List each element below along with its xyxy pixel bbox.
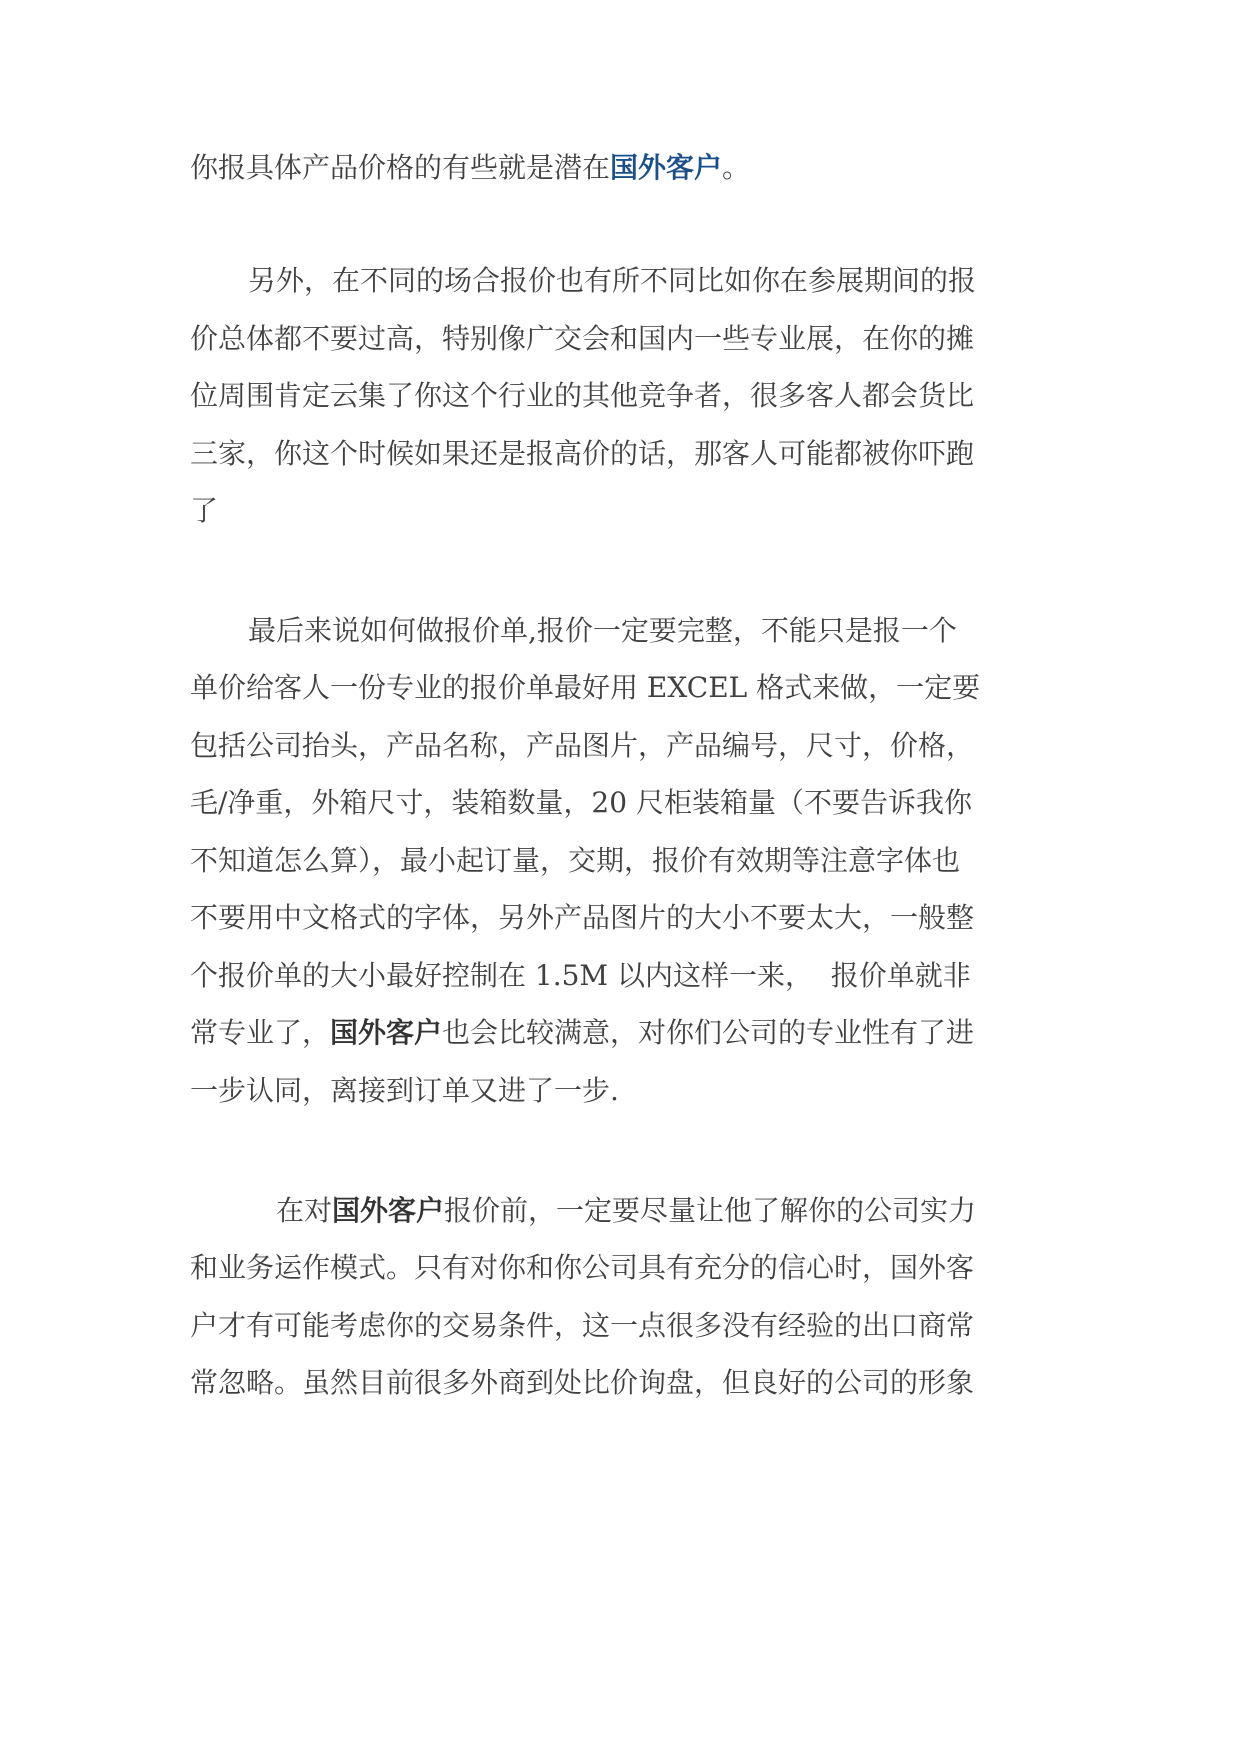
text-run: 另外，在不同的场合报价也有所不同比如你在参展期间的报 [248,264,977,297]
foreign-customer-link[interactable]: 国外客户 [610,151,723,184]
text-line [190,836,1060,886]
foreign-customer-bold: 国外客户 [332,1194,445,1227]
text-line [190,1066,1060,1116]
text-line [190,1358,1060,1408]
text-run: 最后来说如何做报价单,报价一定要完整，不能只是报一个 [248,614,957,647]
text-line [190,486,1060,536]
text-run: 毛/净重，外箱尺寸，装箱数量，20 尺柜装箱量（不要告诉我你 [190,786,972,819]
text-run: 户才有可能考虑你的交易条件，这一点很多没有经验的出口商常 [190,1309,975,1342]
text-line [248,256,1118,306]
text-run: 包括公司抬头，产品名称，产品图片，产品编号，尺寸，价格， [190,729,975,762]
text-run: 和业务运作模式。只有对你和你公司具有充分的信心时，国外客 [190,1251,975,1284]
text-line [190,893,1060,943]
text-run: 不要用中文格式的字体，另外产品图片的大小不要太大，一般整 [190,901,975,934]
text-run: 位周围肯定云集了你这个行业的其他竞争者，很多客人都会货比 [190,379,975,412]
text-run: 了 [190,494,219,527]
text-run: 。 [722,151,751,184]
text-run: 常专业了， [190,1016,331,1049]
text-run: 三家，你这个时候如果还是报高价的话，那客人可能都被你吓跑 [190,437,975,470]
text-run: 一步认同，离接到订单又进了一步. [190,1074,619,1107]
text-line [190,663,1060,713]
text-line [190,143,1060,193]
text-run: 价总体都不要过高，特别像广交会和国内一些专业展，在你的摊 [190,322,975,355]
text-run: 你报具体产品价格的有些就是潜在 [190,151,611,184]
text-line [190,371,1060,421]
text-line [190,1008,1060,1058]
text-run: 常忽略。虽然目前很多外商到处比价询盘，但良好的公司的形象 [190,1366,975,1399]
text-run: 个报价单的大小最好控制在 1.5M 以内这样一来， 报价单就非 [190,959,971,992]
text-line [190,778,1060,828]
text-line [190,314,1060,364]
text-run: 报价前，一定要尽量让他了解你的公司实力 [444,1194,977,1227]
text-line [190,1301,1060,1351]
text-run: 单价给客人一份专业的报价单最好用 EXCEL 格式来做，一定要 [190,671,981,704]
foreign-customer-bold: 国外客户 [330,1016,443,1049]
text-line [276,1186,1146,1236]
text-line [190,951,1060,1001]
text-run: 在对 [276,1194,333,1227]
text-line [190,429,1060,479]
text-line [190,721,1060,771]
text-run: 不知道怎么算），最小起订量，交期，报价有效期等注意字体也 [190,844,961,877]
text-line [190,1243,1060,1293]
text-line [248,606,1118,656]
text-run: 也会比较满意，对你们公司的专业性有了进 [442,1016,975,1049]
